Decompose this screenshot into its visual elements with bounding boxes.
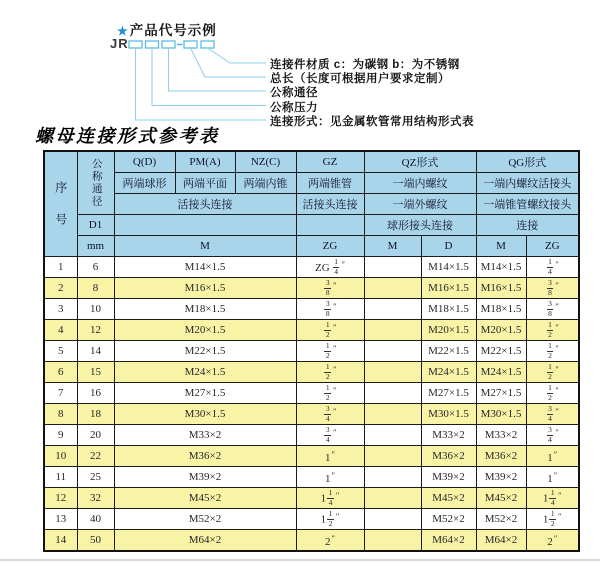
row-qz-d: M64×2 [421,530,476,552]
row-seq: 11 [44,467,77,488]
code-box-4 [184,41,197,48]
row-qg-zg: 1 $\frac{1}{2}$ ″ [526,509,579,530]
row-m: M36×2 [114,446,296,467]
row-mm: 18 [77,404,114,425]
row-qg-m: M33×2 [476,425,526,446]
row-mm: 10 [77,299,114,320]
row-qz-d: M24×1.5 [421,362,476,383]
row-m: M52×2 [114,509,296,530]
row-qg-m: M20×1.5 [476,320,526,341]
row-qz-d: M14×1.5 [421,257,476,278]
connector-line-1 [208,48,267,63]
row-seq: 12 [44,488,77,509]
row-m: M33×2 [114,425,296,446]
row-qg-m: M27×1.5 [476,383,526,404]
diagram-title-text: 产品代号示例 [129,23,217,38]
code-label-material: 连接件材质 c：为碳钢 b：为不锈钢 [270,59,460,71]
table-row [44,299,579,320]
header-unit-qz-m: M [364,236,421,257]
code-box-3 [162,41,175,48]
table-row [44,509,579,530]
row-qg-zg: $\frac{1}{2}$ ″ [526,362,579,383]
row-gz-zg: 1 $\frac{1}{2}$ ″ [296,509,364,530]
row-qg-m: M64×2 [476,530,526,552]
row-qg-m: M39×2 [476,467,526,488]
row-qz-d: M45×2 [421,488,476,509]
header-col-nzc: NZ(C) [235,151,296,173]
table-row [44,383,579,404]
row-qz-d: M18×1.5 [421,299,476,320]
row-m: M24×1.5 [114,362,296,383]
code-label-length: 总长（长度可根据用户要求定制） [270,73,450,85]
row-qz-m [364,446,421,467]
row-qg-m: M45×2 [476,488,526,509]
code-box-5 [201,41,214,48]
row-qg-zg: $\frac{1}{2}$ ″ [526,341,579,362]
row-mm: 15 [77,362,114,383]
star-icon: ★ [117,24,129,38]
header-col-qg: QG形式 [476,151,579,173]
header-mm: mm [77,236,114,257]
header-unit-m: M [114,236,296,257]
row-gz-zg: $\frac{3}{8}$ ″ [296,299,364,320]
header-desc-qz2: 一端外螺纹 [364,194,476,215]
row-qz-d: M20×1.5 [421,320,476,341]
table-row [44,362,579,383]
code-label-connection: 连接形式：见金属软管常用结构形式表 [270,116,474,128]
row-gz-zg: 1″ [296,446,364,467]
row-qg-m: M30×1.5 [476,404,526,425]
row-mm: 16 [77,383,114,404]
row-qz-m [364,257,421,278]
table-row [44,425,579,446]
row-m: M39×2 [114,467,296,488]
row-seq: 2 [44,278,77,299]
row-m: M30×1.5 [114,404,296,425]
row-seq: 13 [44,509,77,530]
table-body [44,257,579,552]
row-qz-m [364,362,421,383]
row-m: M18×1.5 [114,299,296,320]
row-qz-d: M22×1.5 [421,341,476,362]
header-desc-gz: 两端锥管 [296,173,364,194]
row-seq: 1 [44,257,77,278]
row-m: M20×1.5 [114,320,296,341]
row-seq: 8 [44,404,77,425]
row-m: M27×1.5 [114,383,296,404]
header-qg-connection: 连接 [476,215,579,236]
row-qz-m [364,404,421,425]
row-qz-m [364,530,421,552]
row-qg-zg: 2″ [526,530,579,552]
header-union-connection: 活接头连接 [114,194,296,215]
row-qg-zg: $\frac{1}{4}$ ″ [526,257,579,278]
header-col-gz: GZ [296,151,364,173]
row-qz-m [364,278,421,299]
row-seq: 7 [44,383,77,404]
row-mm: 22 [77,446,114,467]
header-unit-qg-zg: ZG [526,236,579,257]
row-qg-zg: $\frac{3}{4}$ ″ [526,404,579,425]
header-seq: 序号 [44,151,77,257]
row-mm: 20 [77,425,114,446]
table-row [44,320,579,341]
row-qz-m [364,467,421,488]
table-row [44,341,579,362]
row-qz-m [364,383,421,404]
row-qz-d: M33×2 [421,425,476,446]
header-col-qd: Q(D) [114,151,175,173]
table-row [44,257,579,278]
row-mm: 12 [77,320,114,341]
row-qg-zg: 1 $\frac{1}{4}$ ″ [526,488,579,509]
header-col-pma: PM(A) [175,151,235,173]
header-desc-qz1: 一端内螺纹 [364,173,476,194]
row-gz-zg: $\frac{3}{8}$ ″ [296,278,364,299]
page-rule [0,559,600,561]
table-row [44,446,579,467]
row-gz-zg: $\frac{3}{4}$ ″ [296,425,364,446]
row-mm: 14 [77,341,114,362]
row-qz-d: M30×1.5 [421,404,476,425]
row-gz-zg: $\frac{1}{2}$ ″ [296,362,364,383]
row-qg-zg: 1″ [526,467,579,488]
row-gz-zg: 1″ [296,467,364,488]
row-mm: 6 [77,257,114,278]
row-qz-m [364,341,421,362]
code-box-1 [129,41,142,48]
table-row [44,404,579,425]
row-seq: 3 [44,299,77,320]
row-qz-d: M27×1.5 [421,383,476,404]
row-qz-d: M52×2 [421,509,476,530]
header-d1: D1 [77,215,114,236]
row-qz-m [364,320,421,341]
row-mm: 25 [77,467,114,488]
row-qg-m: M16×1.5 [476,278,526,299]
row-m: M16×1.5 [114,278,296,299]
row-qg-m: M36×2 [476,446,526,467]
row-qz-d: M16×1.5 [421,278,476,299]
row-gz-zg: $\frac{3}{4}$ ″ [296,404,364,425]
row-qg-m: M22×1.5 [476,341,526,362]
header-unit-qz-d: D [421,236,476,257]
header-desc-nzc: 两端内锥 [235,173,296,194]
row-gz-zg: $\frac{1}{2}$ ″ [296,383,364,404]
header-empty-left [114,215,296,236]
row-qg-m: M18×1.5 [476,299,526,320]
header-col-qz: QZ形式 [364,151,476,173]
row-seq: 4 [44,320,77,341]
code-label-diameter: 公称通径 [270,87,318,99]
row-gz-zg: ZG $\frac{1}{4}$ ″ [296,257,364,278]
row-mm: 50 [77,530,114,552]
row-qg-zg: $\frac{3}{8}$ ″ [526,278,579,299]
row-gz-zg: 2″ [296,530,364,552]
row-m: M14×1.5 [114,257,296,278]
row-gz-zg: $\frac{1}{2}$ ″ [296,320,364,341]
row-m: M64×2 [114,530,296,552]
page-title: 螺母连接形式参考表 [35,126,220,146]
header-qz-connection: 球形接头连接 [364,215,476,236]
header-desc-qg2: 一端锥管螺纹接头 [476,194,579,215]
table-row [44,467,579,488]
header-unit-zg: ZG [296,236,364,257]
row-m: M22×1.5 [114,341,296,362]
row-seq: 10 [44,446,77,467]
row-qg-m: M52×2 [476,509,526,530]
row-gz-zg: 1 $\frac{1}{4}$ ″ [296,488,364,509]
row-qg-m: M24×1.5 [476,362,526,383]
row-qz-m [364,299,421,320]
row-seq: 14 [44,530,77,552]
row-qg-zg: $\frac{1}{2}$ ″ [526,320,579,341]
code-label-pressure: 公称压力 [270,101,318,114]
row-qg-zg: $\frac{1}{2}$ ″ [526,383,579,404]
table-row [44,530,579,552]
table-row [44,488,579,509]
row-seq: 6 [44,362,77,383]
header-empty-gz [296,215,364,236]
row-qg-m: M14×1.5 [476,257,526,278]
header-gz-connection: 活接头连接 [296,194,364,215]
row-seq: 9 [44,425,77,446]
row-qz-m [364,425,421,446]
row-mm: 32 [77,488,114,509]
header-desc-qd: 两端球形 [114,173,175,194]
row-qz-d: M36×2 [421,446,476,467]
table-row [44,278,579,299]
code-prefix: JR [110,36,129,51]
row-qz-m [364,509,421,530]
row-qg-zg: $\frac{3}{8}$ ″ [526,299,579,320]
header-desc-qg1: 一端内螺纹活接头 [476,173,579,194]
header-desc-pma: 两端平面 [175,173,235,194]
row-qg-zg: 1″ [526,446,579,467]
row-mm: 40 [77,509,114,530]
connector-line-5 [136,48,267,120]
header-unit-qg-m: M [476,236,526,257]
row-qg-zg: $\frac{3}{4}$ ″ [526,425,579,446]
row-seq: 5 [44,341,77,362]
row-qz-m [364,488,421,509]
nut-connection-table [43,150,580,552]
row-qz-d: M39×2 [421,467,476,488]
row-m: M45×2 [114,488,296,509]
header-nominal-diameter: 公称通径 [77,151,114,215]
code-box-2 [146,41,159,48]
row-mm: 8 [77,278,114,299]
row-gz-zg: $\frac{1}{2}$ ″ [296,341,364,362]
